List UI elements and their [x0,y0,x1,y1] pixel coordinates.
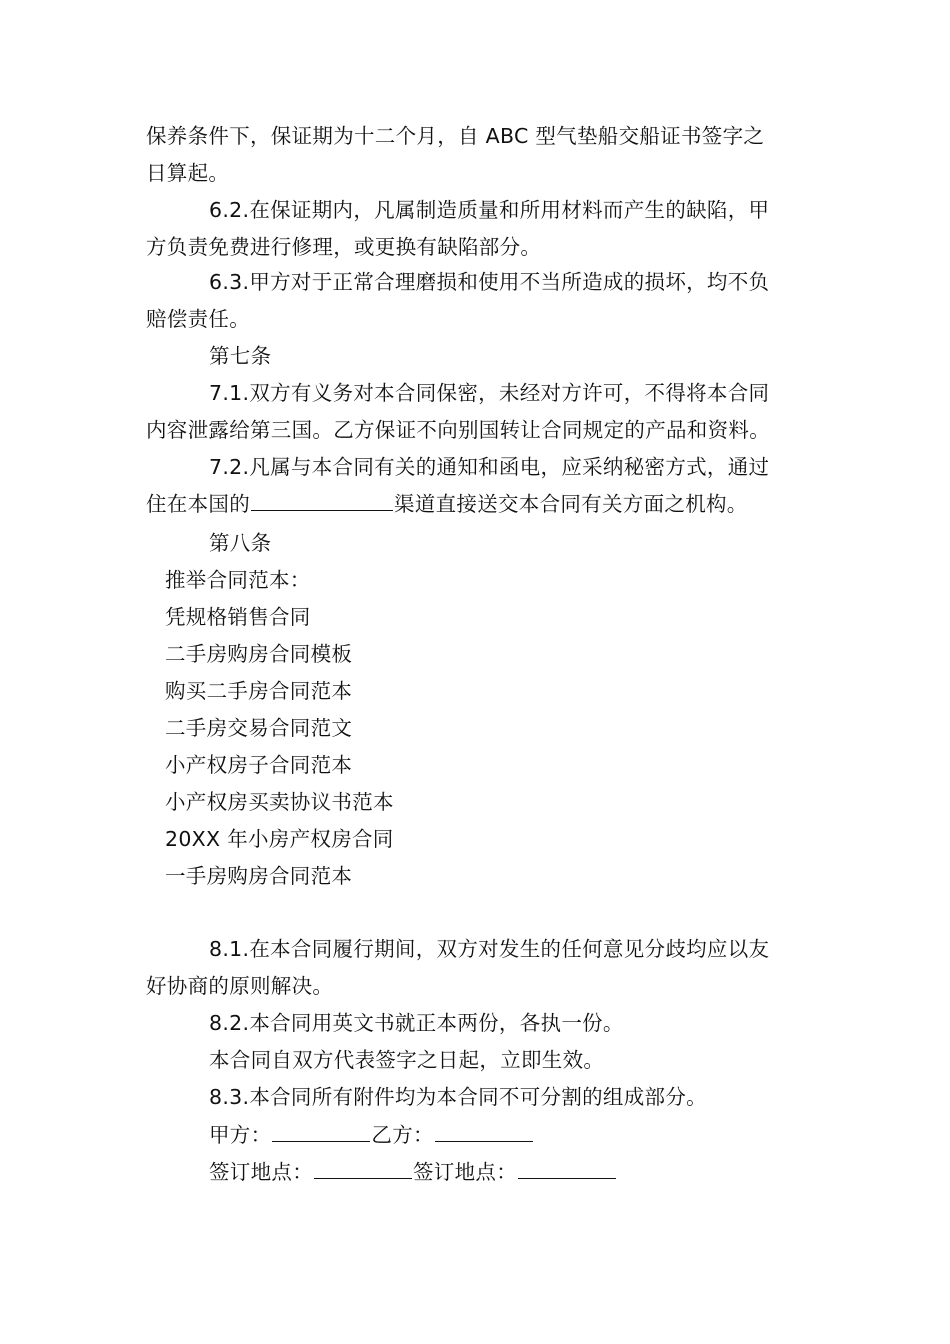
clause8-1-line2: 好协商的原则解决。 [146,974,334,998]
place-blank-2 [518,1158,616,1179]
recommended-link[interactable]: 一手房购房合同范本 [165,864,353,888]
clause8-2-line1: 8.2.本合同用英文书就正本两份，各执一份。 [209,1011,624,1035]
party-a-label: 甲方： [209,1123,272,1147]
clause6-tail-line2: 日算起。 [146,161,230,185]
recommended-heading: 推举合同范本： [165,568,311,592]
clause8-3: 8.3.本合同所有附件均为本合同不可分割的组成部分。 [209,1085,707,1109]
channel-blank [251,490,393,511]
recommended-link[interactable]: 小产权房买卖协议书范本 [165,790,394,814]
clause6-2-line1: 6.2.在保证期内，凡属制造质量和所用材料而产生的缺陷，甲 [209,198,770,222]
clause6-2-line2: 方负责免费进行修理，或更换有缺陷部分。 [146,235,542,259]
recommended-link[interactable]: 小产权房子合同范本 [165,753,353,777]
article8-title: 第八条 [209,531,272,555]
signature-parties [209,1121,534,1149]
signature-places [209,1158,617,1186]
clause8-1-line1: 8.1.在本合同履行期间，双方对发生的任何意见分歧均应以友 [209,937,770,961]
party-a-blank [272,1121,370,1142]
clause8-2-line2: 本合同自双方代表签字之日起，立即生效。 [209,1048,605,1072]
clause7-2-line1: 7.2.凡属与本合同有关的通知和函电，应采纳秘密方式，通过 [209,455,770,479]
clause7-1-line2: 内容泄露给第三国。乙方保证不向别国转让合同规定的产品和资料。 [146,418,770,442]
clause7-2-line2 [146,490,748,518]
place-blank-1 [314,1158,412,1179]
clause6-tail-line1: 保养条件下，保证期为十二个月，自 ABC 型气垫船交船证书签字之 [146,124,765,148]
clause6-3-line1: 6.3.甲方对于正常合理磨损和使用不当所造成的损坏，均不负 [209,270,770,294]
recommended-link[interactable]: 二手房交易合同范文 [165,716,353,740]
recommended-link[interactable]: 20XX 年小房产权房合同 [165,827,394,851]
recommended-link[interactable]: 购买二手房合同范本 [165,679,353,703]
clause7-2-line2-after: 渠道直接送交本合同有关方面之机构。 [394,492,748,516]
recommended-link[interactable]: 二手房购房合同模板 [165,642,353,666]
clause6-3-line2: 赔偿责任。 [146,307,250,331]
clause7-1-line1: 7.1.双方有义务对本合同保密，未经对方许可，不得将本合同 [209,381,770,405]
recommended-link[interactable]: 凭规格销售合同 [165,605,311,629]
place-label-1: 签订地点： [209,1160,313,1184]
article7-title: 第七条 [209,344,272,368]
place-label-2: 签订地点： [413,1160,517,1184]
party-b-blank [435,1121,533,1142]
party-b-label: 乙方： [371,1123,434,1147]
clause7-2-line2-before: 住在本国的 [146,492,250,516]
